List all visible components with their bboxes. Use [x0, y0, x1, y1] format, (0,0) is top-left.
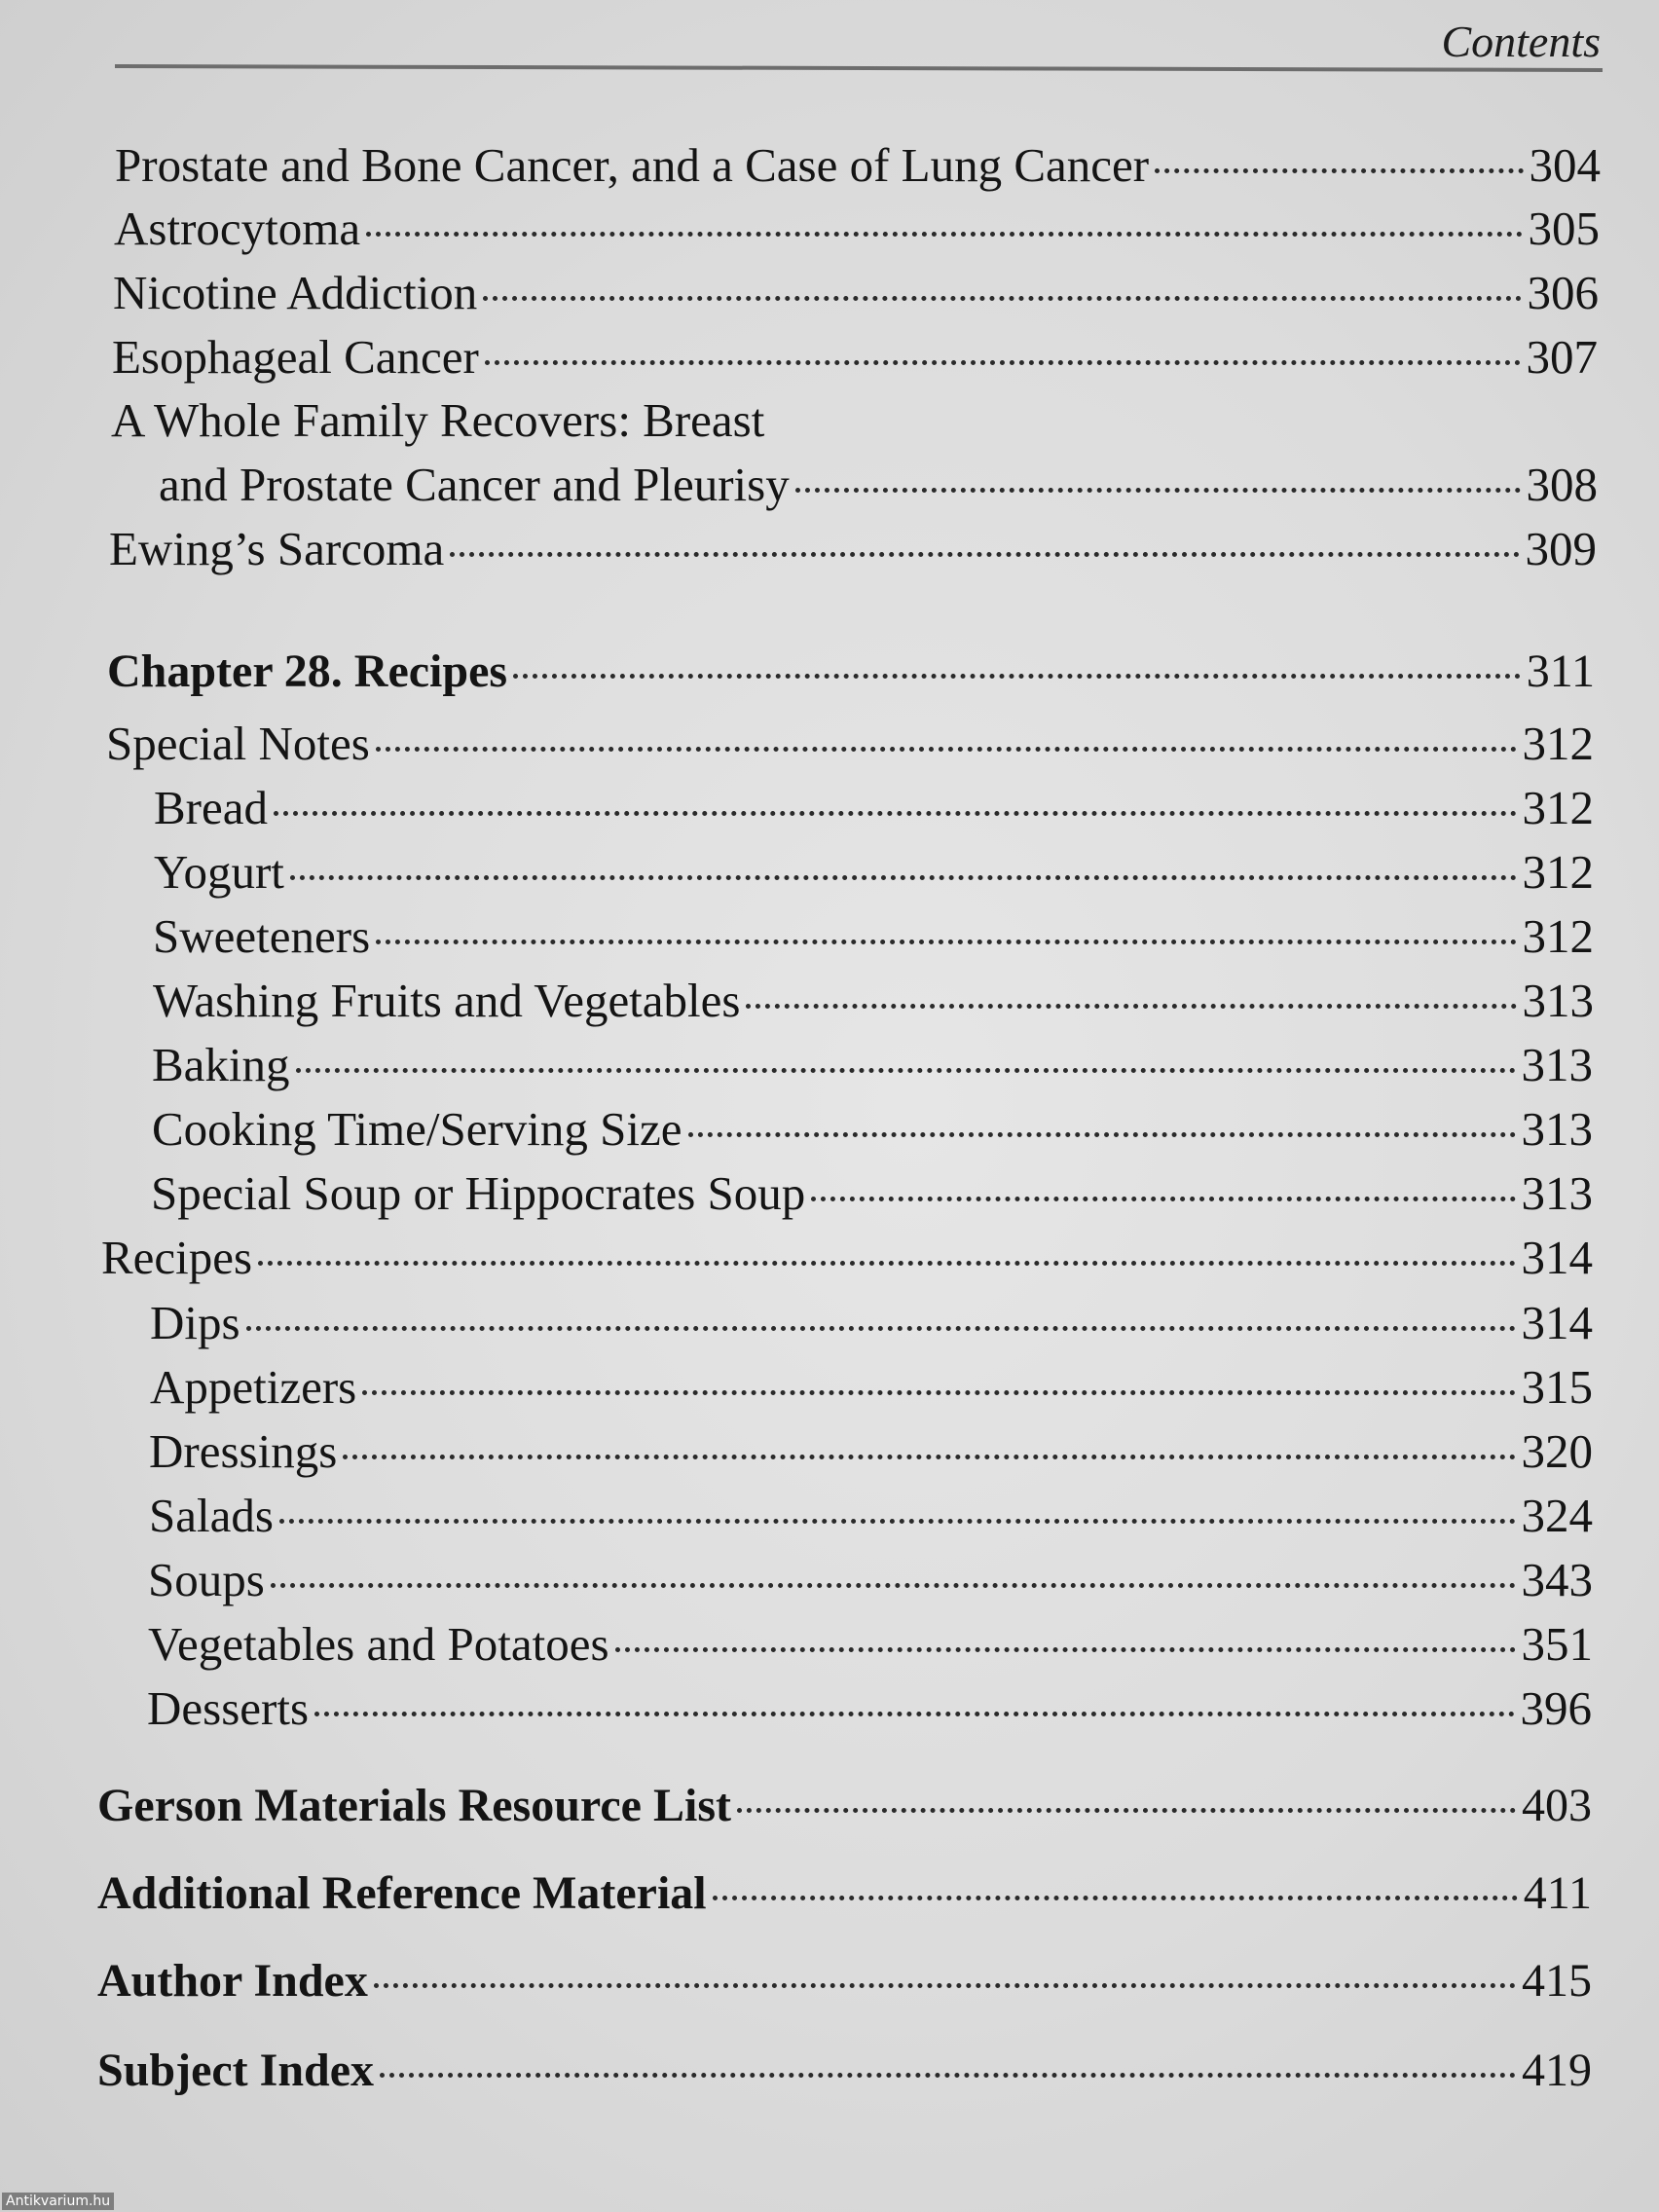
toc-entry-vegetables-potatoes: [148, 1615, 1593, 1674]
toc-page-number: 313: [1521, 1102, 1593, 1156]
toc-entry-label: Desserts: [147, 1681, 310, 1735]
toc-entry-label: Prostate and Bone Cancer, and a Case of Lung Cancer: [115, 138, 1150, 192]
toc-page-number: 305: [1528, 202, 1600, 255]
dot-leader: [713, 1896, 1518, 1900]
dot-leader: [376, 940, 1516, 944]
toc-page-number: 324: [1521, 1489, 1593, 1542]
toc-entry-label: Ewing’s Sarcoma: [109, 522, 445, 575]
dot-leader: [737, 1808, 1516, 1813]
dot-leader: [513, 674, 1521, 679]
toc-entry-yogurt: [154, 843, 1594, 902]
toc-entry-nicotine-addiction: [113, 264, 1599, 322]
toc-page-number: 411: [1523, 1867, 1592, 1919]
toc-entry-salads: [149, 1487, 1593, 1545]
toc-entry-label: Chapter 28. Recipes: [107, 645, 508, 697]
toc-entry-label: Baking: [152, 1038, 290, 1091]
toc-entry-label: Sweeteners: [153, 909, 371, 963]
toc-page-number: 313: [1522, 974, 1594, 1027]
toc-entry-whole-family-line1: A Whole Family Recovers: Breast: [111, 393, 765, 447]
toc-page-number: 313: [1521, 1166, 1593, 1220]
toc-page-number: 312: [1522, 781, 1594, 834]
dot-leader: [485, 360, 1521, 365]
toc-entry-label: Special Soup or Hippocrates Soup: [151, 1166, 806, 1220]
toc-entry-label: Esophageal Cancer: [112, 330, 479, 384]
toc-entry-label: Washing Fruits and Vegetables: [153, 974, 741, 1027]
toc-entry-prostate-bone-cancer: [115, 136, 1601, 195]
dot-leader: [746, 1004, 1516, 1009]
toc-page-number: 312: [1522, 717, 1594, 770]
toc-entry-label: Yogurt: [154, 845, 284, 899]
toc-entry-appetizers: [150, 1358, 1593, 1417]
dot-leader: [374, 1983, 1516, 1988]
toc-entry-label: Vegetables and Potatoes: [148, 1617, 609, 1671]
toc-entry-recipes: [101, 1229, 1593, 1287]
dot-leader: [343, 1455, 1515, 1459]
toc-chapter-28-recipes: [107, 643, 1595, 701]
dot-leader: [688, 1132, 1516, 1137]
toc-entry-baking: [152, 1036, 1593, 1094]
toc-entry-label: Recipes: [101, 1231, 253, 1284]
toc-entry-washing-fruits-vegetables: [153, 972, 1594, 1030]
dot-leader: [795, 488, 1521, 493]
toc-page-number: 309: [1525, 522, 1597, 575]
toc-entry-label: Cooking Time/Serving Size: [152, 1102, 682, 1156]
toc-entry-astrocytoma: [114, 200, 1600, 258]
toc-entry-label: Astrocytoma: [114, 202, 361, 255]
toc-entry-label: Author Index: [97, 1955, 368, 2007]
toc-entry-soups: [148, 1551, 1593, 1609]
toc-entry-dips: [150, 1294, 1593, 1352]
toc-entry-bread: [154, 779, 1594, 837]
toc-page-number: 343: [1521, 1553, 1593, 1606]
toc-page-number: 351: [1521, 1617, 1593, 1671]
toc-entry-gerson-materials: [97, 1777, 1592, 1835]
toc-entry-esophageal-cancer: [112, 328, 1598, 387]
toc-entry-special-notes: [106, 715, 1594, 773]
dot-leader: [290, 875, 1517, 880]
dot-leader: [258, 1261, 1515, 1266]
toc-entry-whole-family-recovers: [159, 456, 1598, 514]
toc-entry-label: Salads: [149, 1489, 274, 1542]
toc-page-number: 311: [1526, 645, 1595, 697]
toc-entry-label: Additional Reference Material: [97, 1867, 707, 1919]
toc-entry-label: and Prostate Cancer and Pleurisy: [159, 458, 790, 511]
dot-leader: [246, 1326, 1516, 1331]
toc-page-number: 308: [1526, 458, 1598, 511]
dot-leader: [362, 1390, 1515, 1395]
dot-leader: [366, 232, 1522, 237]
dot-leader: [279, 1519, 1516, 1524]
dot-leader: [380, 2073, 1516, 2078]
toc-entry-label: Appetizers: [150, 1360, 357, 1414]
toc-entry-desserts: [147, 1679, 1592, 1738]
toc-entry-label: Dips: [150, 1296, 240, 1349]
toc-page-number: 320: [1521, 1424, 1593, 1478]
toc-page-number: 314: [1521, 1231, 1593, 1284]
toc-entry-dressings: [149, 1422, 1593, 1481]
toc-entry-label: Bread: [154, 781, 268, 834]
toc-entry-label: Nicotine Addiction: [113, 266, 478, 319]
dot-leader: [450, 552, 1519, 557]
running-head: Contents: [1441, 17, 1601, 66]
dot-leader: [615, 1647, 1516, 1652]
toc-entry-author-index: [97, 1952, 1592, 2010]
dot-leader: [274, 811, 1517, 816]
toc-page-number: 315: [1521, 1360, 1593, 1414]
toc-entry-ewings-sarcoma: [109, 520, 1597, 578]
toc-page-number: 314: [1521, 1296, 1593, 1349]
toc-entry-label: Subject Index: [97, 2045, 375, 2096]
toc-entry-label: Soups: [148, 1553, 265, 1606]
toc-entry-additional-reference: [97, 1864, 1592, 1923]
dot-leader: [271, 1583, 1516, 1588]
source-watermark: Antikvarium.hu: [2, 2193, 114, 2210]
toc-page-number: 307: [1526, 330, 1598, 384]
toc-page-number: 306: [1527, 266, 1599, 319]
toc-entry-label: Dressings: [149, 1424, 338, 1478]
toc-page-number: 396: [1520, 1681, 1592, 1735]
dot-leader: [314, 1712, 1514, 1716]
dot-leader: [376, 747, 1517, 752]
toc-page-number: 403: [1522, 1780, 1592, 1831]
toc-entry-subject-index: [97, 2042, 1592, 2100]
toc-page-number: 312: [1522, 909, 1594, 963]
toc-page-number: 312: [1522, 845, 1594, 899]
toc-page-number: 415: [1522, 1955, 1592, 2007]
toc-entry-label: Gerson Materials Resource List: [97, 1780, 731, 1831]
toc-page-number: 419: [1522, 2045, 1592, 2096]
dot-leader: [483, 296, 1521, 301]
toc-entry-label: Special Notes: [106, 717, 370, 770]
dot-leader: [1155, 168, 1523, 173]
toc-page-number: 313: [1521, 1038, 1593, 1091]
dot-leader: [296, 1068, 1516, 1073]
toc-entry-special-soup: [151, 1164, 1593, 1223]
toc-entry-sweeteners: [153, 907, 1594, 966]
toc-page-number: 304: [1529, 138, 1601, 192]
toc-entry-cooking-time: [152, 1100, 1593, 1159]
dot-leader: [811, 1197, 1515, 1201]
